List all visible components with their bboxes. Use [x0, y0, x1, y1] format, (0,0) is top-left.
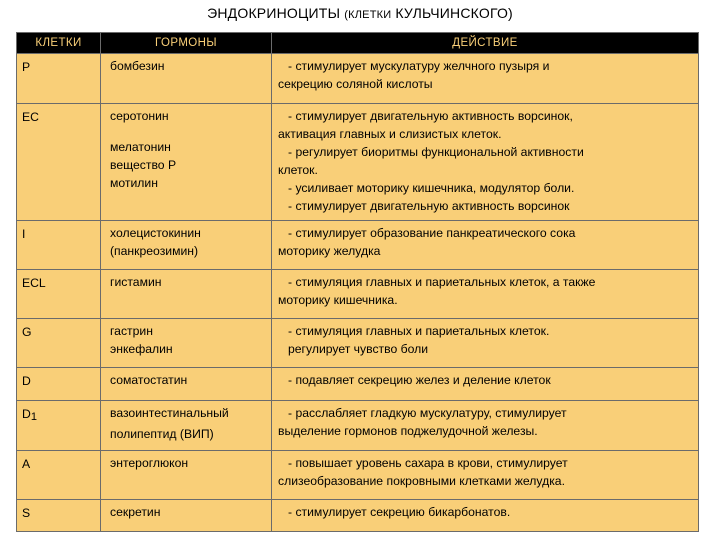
cell-type-label: A	[22, 457, 31, 471]
hormone-name: полипептид (ВИП)	[110, 427, 214, 441]
action-line: выделение гормонов поджелудочной железы.	[278, 424, 538, 438]
hormone-name: энтероглюкон	[110, 456, 189, 470]
endocrinocytes-table	[16, 32, 699, 532]
hormone-name: вазоинтестинальный	[110, 406, 229, 420]
hormones-cell	[101, 54, 272, 104]
action-line: - стимуляция главных и париетальных клеток.	[288, 324, 550, 338]
hormone-name: (панкреозимин)	[110, 244, 199, 258]
hormones-cell	[101, 368, 272, 401]
header-action: ДЕЙСТВИЕ	[272, 33, 699, 54]
hormones-cell	[101, 401, 272, 451]
cell-type	[17, 54, 101, 104]
hormones-cell	[101, 500, 272, 532]
action-cell	[272, 54, 699, 104]
hormone-name: мелатонин	[110, 140, 171, 154]
action-line: моторику желудка	[278, 244, 381, 258]
cell-type-subscript: 1	[30, 411, 37, 423]
hormones-cell	[101, 104, 272, 221]
action-line: - стимулирует двигательную активность ворсинок,	[288, 109, 573, 123]
cell-type	[17, 401, 101, 451]
title-main: ЭНДОКРИНОЦИТЫ	[207, 5, 341, 21]
cell-type	[17, 104, 101, 221]
action-line: регулирует чувство боли	[288, 342, 429, 356]
title-note-end: КУЛЬЧИНСКОГО)	[395, 5, 513, 21]
cell-type-label: G	[22, 325, 32, 339]
action-line: - стимулирует мускулатуру желчного пузыря и	[288, 59, 550, 73]
hormone-name: гистамин	[110, 275, 162, 289]
hormone-name: бомбезин	[110, 59, 165, 73]
hormone-name: энкефалин	[110, 342, 173, 356]
action-cell	[272, 500, 699, 532]
hormone-name: серотонин	[110, 109, 169, 123]
header-hormones: ГОРМОНЫ	[101, 33, 272, 54]
action-line: - регулирует биоритмы функциональной активности	[288, 145, 584, 159]
hormones-cell	[101, 319, 272, 368]
table-row	[17, 401, 699, 451]
cell-type-label: D	[22, 407, 31, 421]
cell-type	[17, 221, 101, 270]
action-line: секрецию соляной кислоты	[278, 77, 433, 91]
action-line: - повышает уровень сахара в крови, стимулирует	[288, 456, 568, 470]
action-line: активация главных и слизистых клеток.	[278, 127, 502, 141]
hormone-name: соматостатин	[110, 373, 188, 387]
cell-type-label: S	[22, 506, 31, 520]
table-row	[17, 451, 699, 500]
hormones-cell	[101, 221, 272, 270]
action-line: слизеобразование покровными клетками желудка.	[278, 474, 565, 488]
action-line: - расслабляет гладкую мускулатуру, стимулирует	[288, 406, 567, 420]
table-row	[17, 500, 699, 532]
page-title	[0, 5, 720, 21]
hormones-cell	[101, 270, 272, 319]
cell-type-label: P	[22, 60, 31, 74]
action-line: - подавляет секрецию желез и деление клеток	[288, 373, 551, 387]
action-cell	[272, 401, 699, 451]
cell-type-label: EC	[22, 110, 39, 124]
action-line: клеток.	[278, 163, 318, 177]
action-line: моторику кишечника.	[278, 293, 398, 307]
action-cell	[272, 270, 699, 319]
action-cell	[272, 368, 699, 401]
title-note: (КЛЕТКИ	[344, 9, 392, 21]
table-row	[17, 104, 699, 221]
hormone-name: секретин	[110, 505, 161, 519]
hormones-cell	[101, 451, 272, 500]
hormone-name: мотилин	[110, 176, 158, 190]
cell-type	[17, 451, 101, 500]
cell-type-label: D	[22, 374, 31, 388]
hormone-name: вещество Р	[110, 158, 177, 172]
table-row	[17, 54, 699, 104]
action-cell	[272, 104, 699, 221]
action-line: - стимуляция главных и париетальных клеток, а также	[288, 275, 596, 289]
table-header-row	[17, 33, 699, 54]
cell-type	[17, 270, 101, 319]
action-line: - стимулирует образование панкреатического сока	[288, 226, 576, 240]
action-cell	[272, 319, 699, 368]
table-row	[17, 368, 699, 401]
action-cell	[272, 451, 699, 500]
cell-type	[17, 368, 101, 401]
action-line: - усиливает моторику кишечника, модулятор боли.	[288, 181, 575, 195]
hormone-name: холецистокинин	[110, 226, 201, 240]
cell-type	[17, 500, 101, 532]
hormone-name: гастрин	[110, 324, 153, 338]
action-line: - стимулирует секрецию бикарбонатов.	[288, 505, 511, 519]
action-line: - стимулирует двигательную активность ворсинок	[288, 199, 570, 213]
cell-type-label: I	[22, 227, 26, 241]
table-row	[17, 221, 699, 270]
cell-type-label: ECL	[22, 276, 46, 290]
cell-type	[17, 319, 101, 368]
table-row	[17, 270, 699, 319]
table-row	[17, 319, 699, 368]
header-cells: КЛЕТКИ	[17, 33, 101, 54]
action-cell	[272, 221, 699, 270]
